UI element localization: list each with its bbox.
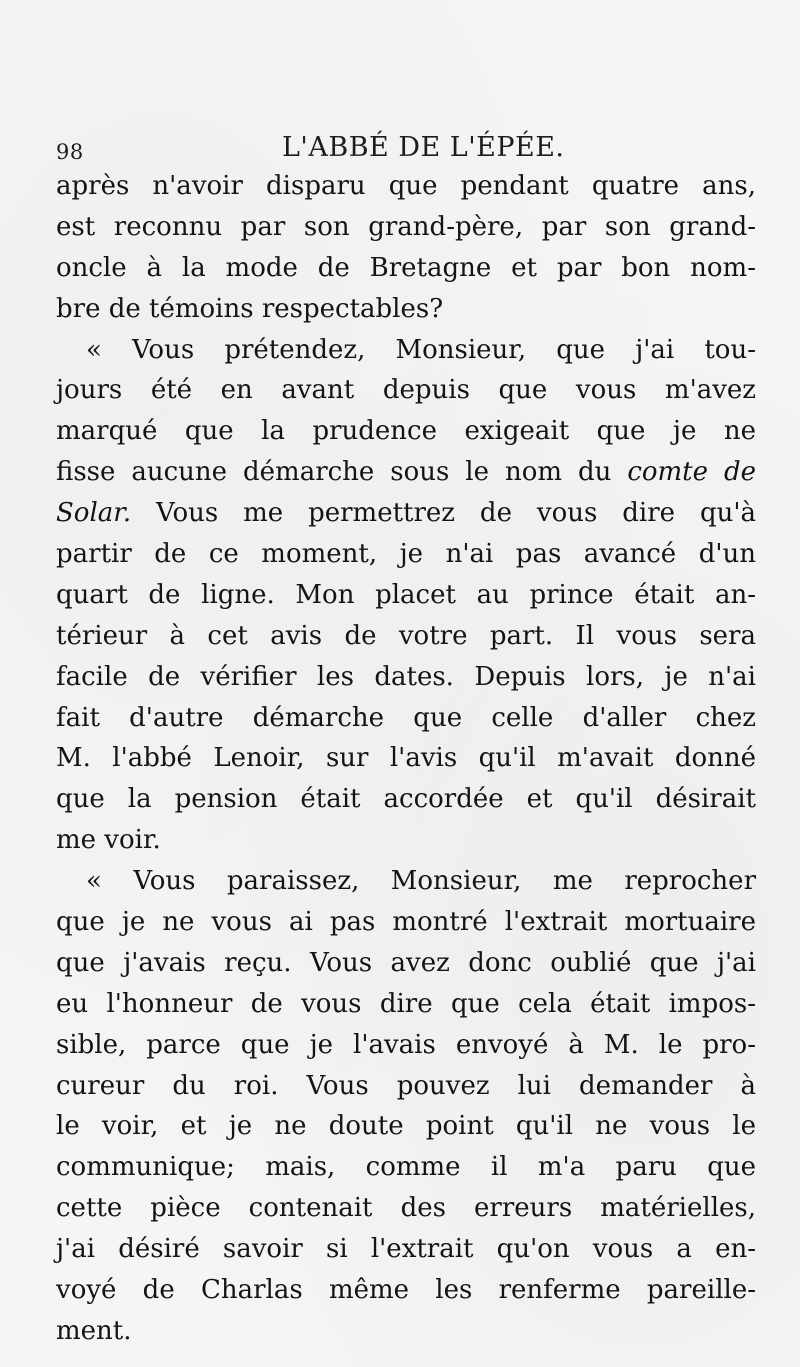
text-line: térieur à cet avis de votre part. Il vous sera	[56, 620, 756, 651]
text-line: me voir.	[56, 825, 161, 856]
text-line: « Vous paraissez, Monsieur, me reprocher	[86, 866, 756, 897]
text-line: jours été en avant depuis que vous m'avez	[56, 375, 756, 406]
text-line: que la pension était accordée et qu'il désirait	[56, 784, 756, 815]
text-line: M. l'abbé Lenoir, sur l'avis qu'il m'avait donné	[56, 743, 756, 774]
text-line: bre de témoins respectables?	[56, 293, 444, 324]
text-line: voyé de Charlas même les renferme pareille-	[56, 1275, 756, 1306]
running-title: L'ABBÉ DE L'ÉPÉE.	[282, 132, 565, 163]
text-line: partir de ce moment, je n'ai pas avancé d'un	[56, 539, 756, 570]
page-header	[56, 128, 756, 168]
text-line: le voir, et je ne doute point qu'il ne vous le	[56, 1111, 756, 1142]
text-line: eu l'honneur de vous dire que cela était impos-	[56, 988, 756, 1019]
text-line: après n'avoir disparu que pendant quatre ans,	[56, 171, 756, 201]
page-number: 98	[56, 140, 84, 164]
text-line: facile de vérifier les dates. Depuis lors, je n'ai	[56, 661, 756, 692]
text-line: marqué que la prudence exigeait que je ne	[56, 416, 756, 447]
text-line: oncle à la mode de Bretagne et par bon nom-	[56, 252, 756, 283]
text-line: que je ne vous ai pas montré l'extrait mortuaire	[56, 907, 756, 938]
text-line: sible, parce que je l'avais envoyé à M. le pro-	[56, 1029, 756, 1060]
text-line: cureur du roi. Vous pouvez lui demander à	[56, 1070, 756, 1101]
text-line: quart de ligne. Mon placet au prince était an-	[56, 579, 756, 610]
italic-text: Solar.	[56, 498, 132, 529]
text-line: fait d'autre démarche que celle d'aller chez	[56, 702, 756, 733]
italic-text: comte de	[627, 457, 756, 488]
text-line: communique; mais, comme il m'a paru que	[56, 1152, 756, 1183]
text-line: Solar. Vous me permettrez de vous dire qu'à	[56, 498, 756, 529]
text-line: fisse aucune démarche sous le nom du comte de	[56, 457, 756, 488]
body-text	[56, 166, 756, 1352]
text-line: ment.	[56, 1315, 132, 1346]
text-line: est reconnu par son grand-père, par son grand-	[56, 211, 756, 242]
text-line: cette pièce contenait des erreurs matérielles,	[56, 1193, 756, 1224]
text-line: « Vous prétendez, Monsieur, que j'ai tou-	[86, 334, 756, 365]
text-line: que j'avais reçu. Vous avez donc oublié que j'ai	[56, 947, 756, 978]
text-line: j'ai désiré savoir si l'extrait qu'on vous a en-	[56, 1234, 756, 1265]
